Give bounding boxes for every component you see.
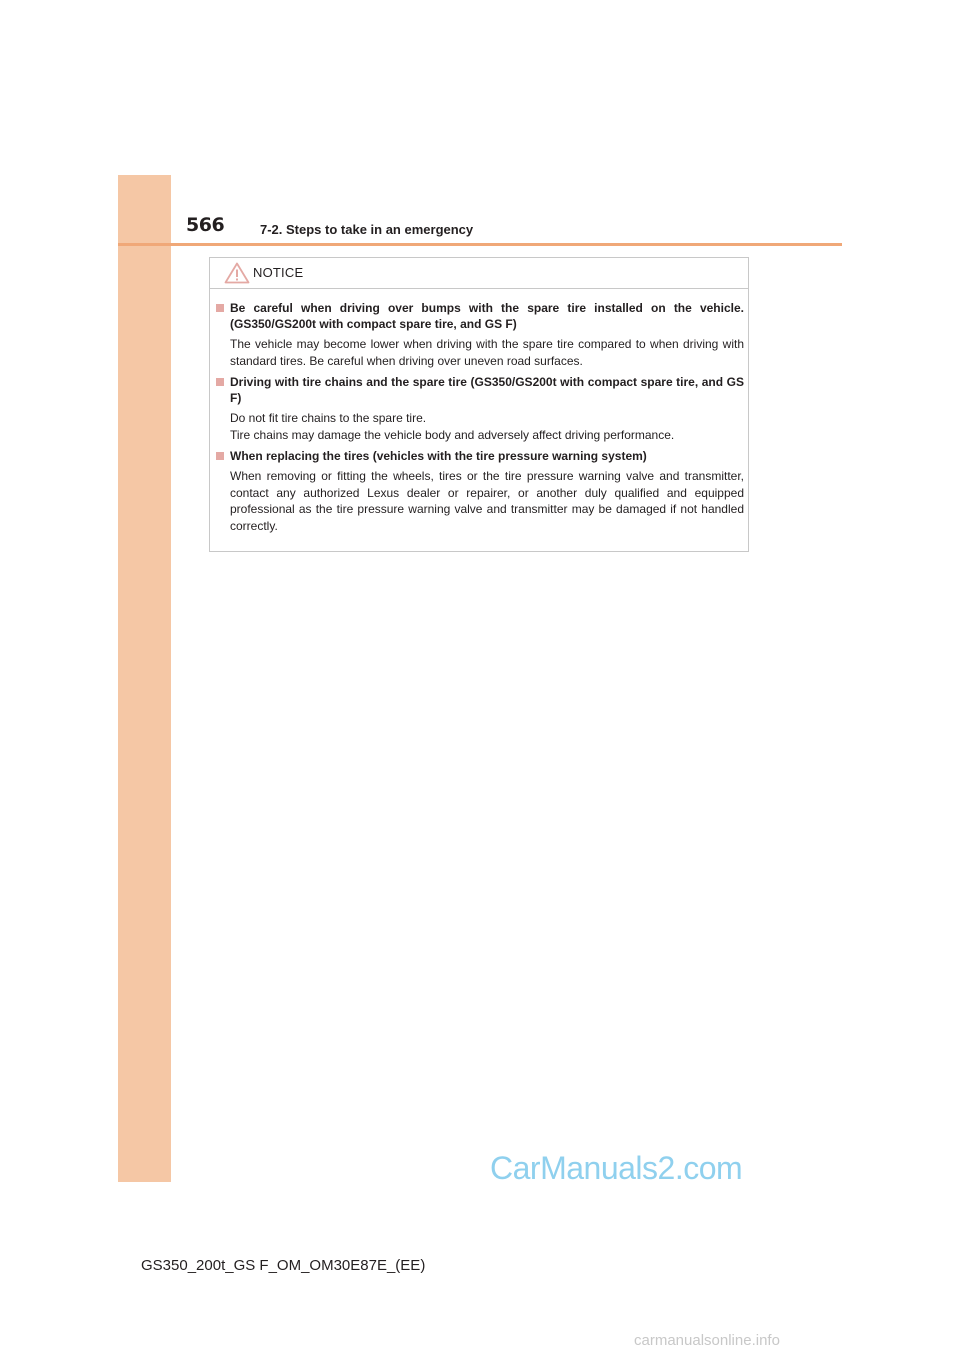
notice-item-text: When removing or fitting the wheels, tires or the tire pressure warning valve and transmitter, contact any authorized Lexus dealer or repairer, or another duly qualified and equipped professional as the tire pressure warning valve and transmitter may be damaged if not handled correctly. [230,469,744,533]
document-code: GS350_200t_GS F_OM_OM30E87E_(EE) [141,1257,426,1274]
notice-label: NOTICE [253,265,304,280]
notice-item-text-line: Do not fit tire chains to the spare tire. [230,411,427,425]
chapter-side-tab [118,175,171,1182]
notice-item [216,448,744,534]
notice-item-text [230,410,744,443]
square-bullet-icon [216,304,224,312]
notice-body [216,300,744,539]
notice-item-title: Be careful when driving over bumps with the spare tire installed on the vehicle. (GS350/GS200t with compact spare tire, and GS F) [230,301,744,331]
header-rule [118,243,842,246]
page-number: 566 [186,214,225,236]
notice-item [216,300,744,369]
square-bullet-icon [216,452,224,460]
square-bullet-icon [216,378,224,386]
notice-item-title: When replacing the tires (vehicles with the tire pressure warning system) [230,449,647,463]
notice-box [209,257,749,552]
notice-item-text-line: Tire chains may damage the vehicle body and adversely affect driving performance. [230,427,675,442]
notice-item-title: Driving with tire chains and the spare tire (GS350/GS200t with compact spare tire, and GS F) [230,375,744,405]
notice-header [210,258,748,289]
watermark-logo: CarManuals2.com [490,1150,743,1186]
section-title: 7-2. Steps to take in an emergency [260,222,474,237]
warning-triangle-icon [224,262,250,284]
notice-item [216,374,744,443]
notice-item-text: The vehicle may become lower when driving with the spare tire compared to when driving with standard tires. Be careful when driving over uneven road surfaces. [230,337,744,368]
site-watermark: carmanualsonline.info [634,1332,780,1349]
